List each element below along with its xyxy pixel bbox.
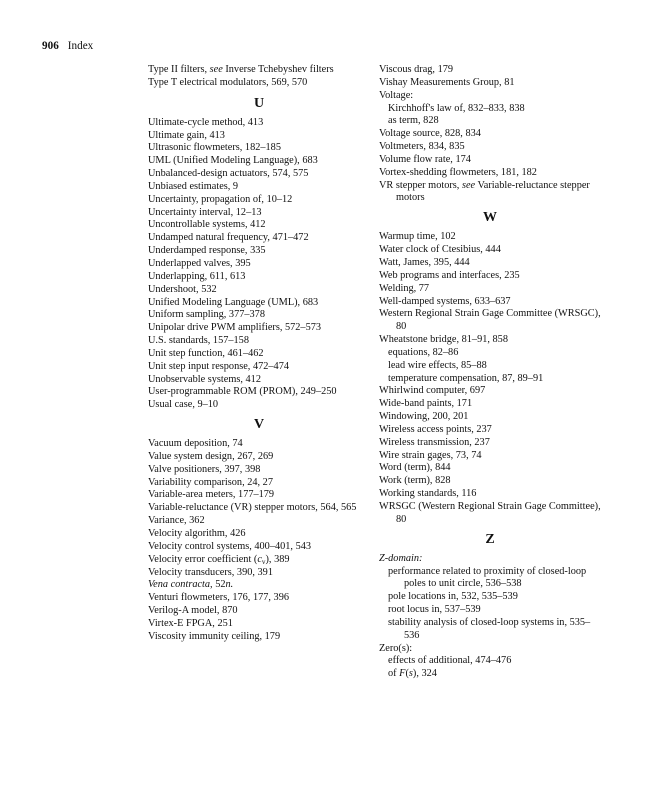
wheatstone-subentries: [379, 347, 601, 386]
index-entry: Web programs and interfaces, 235: [379, 269, 520, 281]
index-entry: Variance, 362: [148, 515, 205, 527]
index-entry: Voltmeters, 834, 835: [379, 141, 465, 153]
index-entry: Unit step input response, 472–474: [148, 360, 289, 372]
index-entry: Unobservable systems, 412: [148, 373, 261, 385]
index-subentry: temperature compensation, 87, 89–91: [388, 372, 544, 384]
voltage-subentries: [379, 103, 601, 129]
section-letter-z: Z: [485, 531, 495, 547]
index-entry: Unbalanced-design actuators, 574, 575: [148, 168, 309, 180]
index-entry: Well-damped systems, 633–637: [379, 295, 511, 307]
index-entry: VR stepper motors, see Variable-reluctance stepper motors: [379, 179, 590, 204]
index-entry: Valve positioners, 397, 398: [148, 463, 261, 475]
index-column-left: [148, 64, 370, 644]
index-subentry: as term, 828: [388, 115, 439, 127]
section-letter-v: V: [253, 417, 265, 433]
index-entry: Wireless transmission, 237: [379, 436, 490, 448]
index-entry: Vortex-shedding flowmeters, 181, 182: [379, 166, 537, 178]
w-entries-2: [379, 385, 601, 526]
index-column-right: [379, 64, 601, 681]
page-number: 906: [42, 40, 59, 52]
index-entry: Ultimate-cycle method, 413: [148, 116, 264, 128]
index-entry: Value system design, 267, 269: [148, 450, 274, 462]
index-entry: Verilog-A model, 870: [148, 605, 238, 617]
index-entry: Zero(s):: [379, 642, 413, 654]
zdomain-subentries: [379, 566, 601, 643]
zeros-subentries: [379, 655, 601, 668]
index-entry: Velocity error coefficient $(c_v)$, 389: [148, 553, 290, 566]
index-entry: Wire strain gages, 73, 74: [379, 449, 482, 461]
index-entry: Wheatstone bridge, 81–91, 858: [379, 334, 508, 346]
index-entry: Underlapping, 611, 613: [148, 270, 246, 282]
index-entry: User-programmable ROM (PROM), 249–250: [148, 386, 337, 398]
index-entry: Word (term), 844: [379, 462, 451, 474]
index-entry: Volume flow rate, 174: [379, 153, 471, 165]
index-entry: WRSGC (Western Regional Strain Gage Committee), 80: [379, 501, 601, 525]
index-entry: Usual case, 9–10: [148, 399, 219, 411]
w-entries: [379, 231, 601, 347]
index-entry: Uncertainty interval, 12–13: [148, 206, 262, 218]
section-title: Index: [67, 40, 94, 52]
index-entry: Whirlwind computer, 697: [379, 385, 486, 397]
index-entry: Water clock of Ctesibius, 444: [379, 244, 501, 256]
index-entry: Viscous drag, 179: [379, 64, 454, 75]
v-entries-3: [148, 592, 370, 643]
index-entry: Wide-band paints, 171: [379, 398, 473, 410]
section-letter-w: W: [483, 210, 497, 226]
index-entry: Unified Modeling Language (UML), 683: [148, 296, 319, 308]
index-entry: Velocity control systems, 400–401, 543: [148, 540, 312, 552]
index-subentry: Kirchhoff's law of, 832–833, 838: [388, 102, 525, 114]
index-subentry: stability analysis of closed-loop systems in, 535–536: [388, 616, 591, 641]
index-entry: Working standards, 116: [379, 488, 477, 500]
index-entry: Unipolar drive PWM amplifiers, 572–573: [148, 322, 322, 334]
index-subentry: equations, 82–86: [388, 346, 459, 358]
index-entry: Velocity transducers, 390, 391: [148, 566, 273, 578]
index-entry: Venturi flowmeters, 176, 177, 396: [148, 592, 289, 604]
index-entry: Vacuum deposition, 74: [148, 438, 243, 450]
index-entry: Velocity algorithm, 426: [148, 528, 246, 539]
index-entry: Variable-reluctance (VR) stepper motors, 564, 565: [148, 502, 357, 514]
index-entry: Viscosity immunity ceiling, 179: [148, 630, 281, 642]
index-entry: Type T electrical modulators, 569, 570: [148, 76, 308, 88]
index-entry: Underdamped response, 335: [148, 245, 266, 257]
index-entry: Uncertainty, propagation of, 10–12: [148, 193, 293, 205]
index-subentry: pole locations in, 532, 535–539: [388, 591, 518, 603]
index-entry: Virtex-E FPGA, 251: [148, 617, 233, 629]
index-entry: Windowing, 200, 201: [379, 411, 469, 423]
running-head: [42, 40, 93, 53]
v-entries: [148, 438, 370, 554]
index-entry: Variable-area meters, 177–179: [148, 489, 275, 501]
v-entries-2: [148, 567, 370, 580]
index-entry: Z-domain:: [379, 552, 423, 564]
index-entry: Ultrasonic flowmeters, 182–185: [148, 142, 281, 154]
index-entry: Voltage:: [379, 89, 414, 101]
index-entry: Uniform sampling, 377–378: [148, 309, 265, 321]
index-entry: U.S. standards, 157–158: [148, 335, 249, 347]
index-entry: Undamped natural frequency, 471–472: [148, 232, 309, 244]
index-entry: Unbiased estimates, 9: [148, 180, 239, 192]
index-entry: Western Regional Strain Gage Committee (WRSGC), 80: [379, 308, 601, 333]
index-subentry: lead wire effects, 85–88: [388, 359, 487, 371]
index-entry: Unit step function, 461–462: [148, 347, 264, 359]
index-entry: Wireless access points, 237: [379, 423, 492, 435]
index-subentry: performance related to proximity of closed-loop poles to unit circle, 536–538: [388, 565, 587, 590]
index-entry: Undershoot, 532: [148, 283, 217, 295]
index-entry: Type II filters, see Inverse Tchebyshev filters: [148, 64, 334, 75]
index-subentry: effects of additional, 474–476: [388, 655, 512, 667]
index-entry: Warmup time, 102: [379, 231, 456, 243]
index-entry: Welding, 77: [379, 282, 430, 294]
v-entries-continued-2: [379, 128, 601, 179]
index-entry: Variability comparison, 24, 27: [148, 476, 273, 488]
index-entry: Ultimate gain, 413: [148, 129, 225, 141]
index-entry: UML (Unified Modeling Language), 683: [148, 155, 318, 167]
index-entry: Work (term), 828: [379, 475, 451, 487]
index-entry: Underlapped valves, 395: [148, 257, 251, 269]
index-entry: Voltage source, 828, 834: [379, 128, 481, 140]
index-subentry: root locus in, 537–539: [388, 604, 481, 616]
index-entry: Vena contracta, 52n.: [148, 579, 234, 591]
index-entry: Vishay Measurements Group, 81: [379, 76, 515, 88]
index-entry: Watt, James, 395, 444: [379, 256, 470, 268]
v-entries-continued: [379, 64, 601, 103]
index-subentry: of F(s), 324: [388, 668, 437, 680]
index-entry: Uncontrollable systems, 412: [148, 219, 266, 231]
u-entries: [148, 117, 370, 412]
section-letter-u: U: [253, 95, 265, 111]
